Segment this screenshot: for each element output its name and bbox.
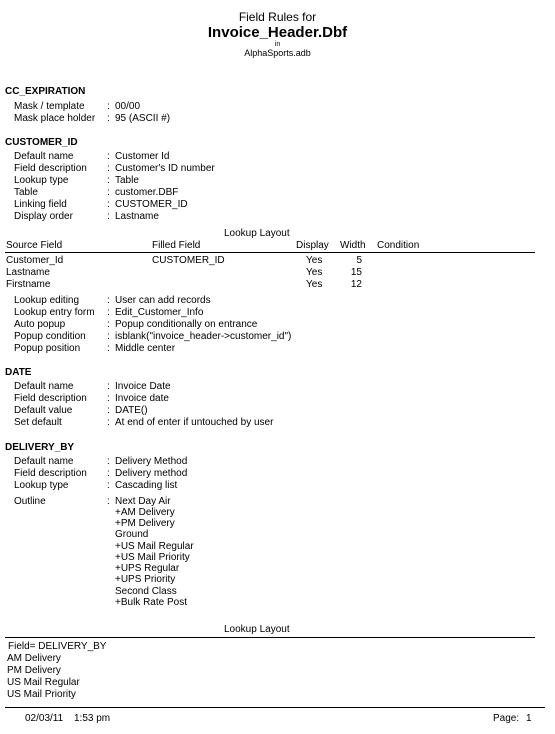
colon: :: [107, 343, 110, 354]
colon: :: [107, 187, 110, 198]
field-label: Lookup entry form: [14, 307, 95, 318]
field-label: Lookup type: [14, 480, 69, 491]
colon: :: [107, 295, 110, 306]
outline-item: Next Day Air: [115, 496, 171, 507]
colon: :: [107, 468, 110, 479]
colon: :: [107, 175, 110, 186]
colon: :: [107, 456, 110, 467]
field-label: Lookup editing: [14, 295, 80, 306]
field-label: Lookup type: [14, 175, 69, 186]
outline-item: +AM Delivery: [115, 507, 175, 518]
colon: :: [107, 151, 110, 162]
footer-page-label: Page:: [493, 713, 520, 724]
colon: :: [107, 319, 110, 330]
field-value: CUSTOMER_ID: [115, 199, 188, 210]
field-label: Popup condition: [14, 331, 86, 342]
lookup-item: PM Delivery: [7, 665, 61, 676]
colon: :: [107, 211, 110, 222]
lookup-display-cell: Yes: [306, 279, 323, 290]
field-value: Table: [115, 175, 139, 186]
field-label: Table: [14, 187, 38, 198]
lookup-item: AM Delivery: [7, 653, 61, 664]
field-value: Customer's ID number: [115, 163, 215, 174]
field-label: Default name: [14, 456, 74, 467]
lookup-width-cell: 15: [350, 267, 362, 278]
field-label: Field description: [14, 393, 87, 404]
field-value: isblank("invoice_header->customer_id"): [115, 331, 292, 342]
field-value: User can add records: [115, 295, 211, 306]
outline-item: +UPS Regular: [115, 563, 180, 574]
outline-item: +US Mail Regular: [115, 541, 194, 552]
lookup-item: US Mail Regular: [7, 677, 80, 688]
section-title-delivery-by: DELIVERY_BY: [5, 442, 75, 453]
colon: :: [107, 113, 110, 124]
field-label: Default value: [14, 405, 73, 416]
colon: :: [107, 163, 110, 174]
field-value: Invoice date: [115, 393, 169, 404]
field-label: Field description: [14, 468, 87, 479]
field-label: Field description: [14, 163, 87, 174]
header-rule: [5, 252, 535, 253]
colon: :: [107, 480, 110, 491]
lookup-display-cell: Yes: [306, 267, 323, 278]
field-value: Lastname: [115, 211, 159, 222]
lookup-width-cell: 5: [356, 255, 362, 266]
field-value: Delivery method: [115, 468, 188, 479]
in-label: in: [274, 41, 281, 48]
field-value: Popup conditionally on entrance: [115, 319, 258, 330]
footer-time: 1:53 pm: [74, 713, 111, 724]
colon: :: [107, 381, 110, 392]
footer-date: 02/03/11: [25, 713, 64, 724]
field-label: Set default: [14, 417, 62, 428]
colon: :: [107, 331, 110, 342]
colon: :: [107, 417, 110, 428]
lookup-display-cell: Yes: [306, 255, 323, 266]
field-value: customer.DBF: [115, 187, 179, 198]
field-value: DATE(): [115, 405, 148, 416]
lookup-layout-title: Lookup Layout: [224, 624, 290, 635]
lookup-filled-cell: CUSTOMER_ID: [152, 255, 225, 266]
colon: :: [107, 496, 110, 507]
column-header-width: Width: [340, 240, 366, 251]
field-value: 00/00: [115, 101, 141, 112]
outline-item: +US Mail Priority: [115, 552, 190, 563]
colon: :: [107, 393, 110, 404]
colon: :: [107, 405, 110, 416]
outline-item: +PM Delivery: [115, 518, 175, 529]
column-header-source-field: Source Field: [6, 240, 63, 251]
field-value: Edit_Customer_Info: [115, 307, 204, 318]
footer-rule: [5, 707, 545, 708]
field-value: Delivery Method: [115, 456, 188, 467]
section-title-date: DATE: [5, 367, 32, 378]
field-label: Mask / template: [14, 101, 85, 112]
header-rule: [5, 637, 535, 638]
field-label: Mask place holder: [14, 113, 96, 124]
outline-item: +Bulk Rate Post: [115, 597, 187, 608]
lookup-source-cell: Lastname: [6, 267, 50, 278]
column-header-display: Display: [296, 240, 329, 251]
field-label: Display order: [14, 211, 73, 222]
lookup-width-cell: 12: [350, 279, 362, 290]
section-title-customer-id: CUSTOMER_ID: [5, 137, 78, 148]
field-label: Default name: [14, 151, 74, 162]
colon: :: [107, 307, 110, 318]
lookup-item: US Mail Priority: [7, 689, 76, 700]
colon: :: [107, 101, 110, 112]
field-value: 95 (ASCII #): [115, 113, 171, 124]
report-title: Invoice_Header.Dbf: [207, 24, 348, 41]
lookup-layout-title: Lookup Layout: [224, 228, 290, 239]
title-line-1: Field Rules for: [238, 10, 317, 24]
column-header-filled-field: Filled Field: [152, 240, 201, 251]
lookup-source-cell: Firstname: [6, 279, 51, 290]
outline-item: +UPS Priority: [115, 574, 176, 585]
field-value: At end of enter if untouched by user: [115, 417, 274, 428]
outline-label: Outline: [14, 496, 46, 507]
footer-page-number: 1: [526, 713, 532, 724]
column-header-condition: Condition: [377, 240, 420, 251]
outline-item: Second Class: [115, 586, 177, 597]
field-label: Popup position: [14, 343, 81, 354]
lookup-source-cell: Customer_Id: [6, 255, 64, 266]
field-label: Linking field: [14, 199, 67, 210]
lookup-field-line: Field= DELIVERY_BY: [8, 641, 107, 652]
database-name: AlphaSports.adb: [244, 48, 311, 58]
field-value: Middle center: [115, 343, 176, 354]
section-title-cc-expiration: CC_EXPIRATION: [5, 86, 86, 97]
field-value: Cascading list: [115, 480, 178, 491]
field-label: Default name: [14, 381, 74, 392]
field-value: Invoice Date: [115, 381, 171, 392]
colon: :: [107, 199, 110, 210]
field-value: Customer Id: [115, 151, 170, 162]
outline-item: Ground: [115, 529, 149, 540]
field-label: Auto popup: [14, 319, 66, 330]
